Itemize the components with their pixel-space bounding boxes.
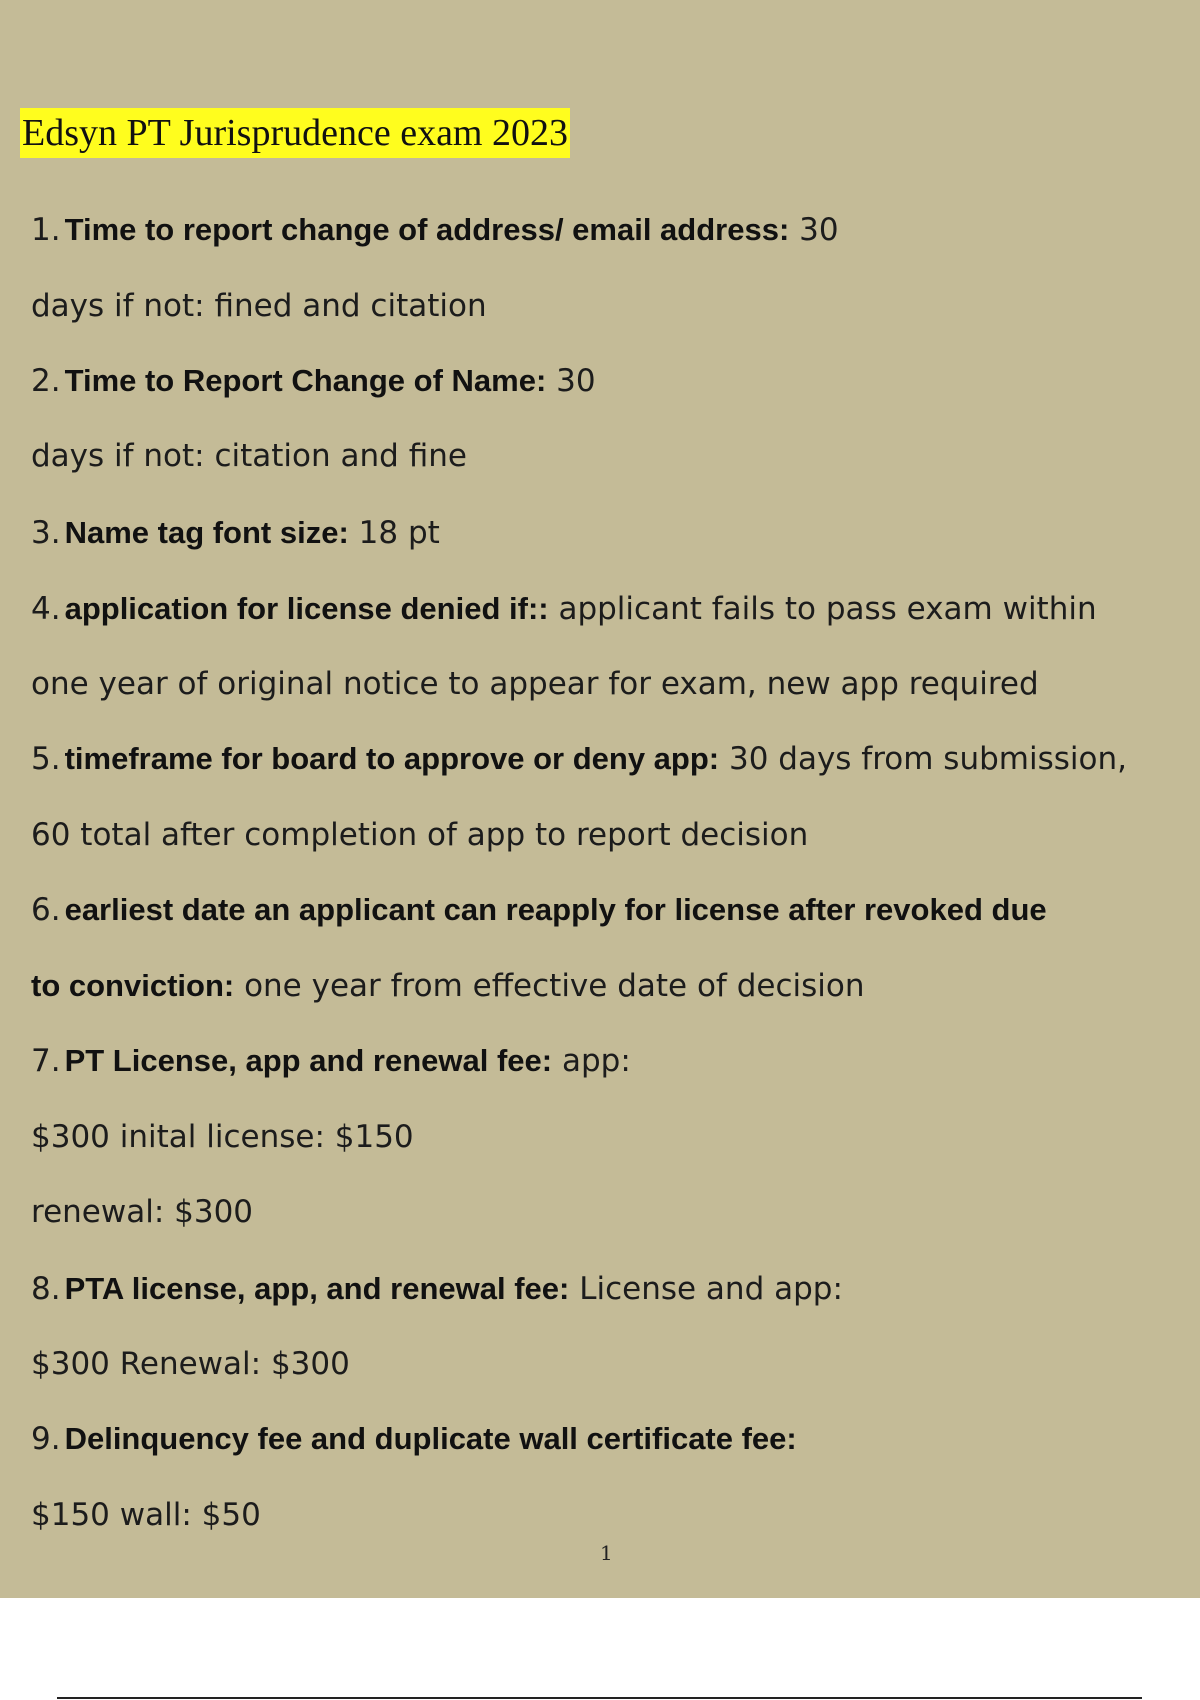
item-number: 8. [31,1271,61,1307]
item-9-line-1 [31,1419,797,1459]
item-question: application for license denied if:: [64,591,549,626]
item-answer: days if not: citation and fine [31,438,467,474]
item-2-line-2 [31,436,467,476]
item-6-line-1 [31,890,1047,930]
item-number: 5. [31,741,61,777]
item-number: 7. [31,1043,61,1079]
item-7-line-3 [31,1192,253,1232]
item-question: to conviction: [31,968,235,1003]
item-3-line-1 [31,513,440,553]
item-question: Time to report change of address/ email address: [64,212,790,247]
item-7-line-2 [31,1117,414,1157]
item-answer: $150 wall: $50 [31,1497,261,1533]
item-question: Time to Report Change of Name: [64,363,547,398]
item-answer: 30 days from submission, [719,741,1127,777]
item-answer: 30 [546,363,596,399]
item-number: 3. [31,515,61,551]
item-5-line-2 [31,815,808,855]
document-title: Edsyn PT Jurisprudence exam 2023 [20,108,570,158]
item-question: PT License, app and renewal fee: [64,1043,553,1078]
item-6-line-2 [31,966,864,1006]
item-number: 6. [31,892,61,928]
item-question: earliest date an applicant can reapply for license after revoked due [64,892,1047,927]
item-question: timeframe for board to approve or deny app: [64,741,720,776]
item-1-line-1 [31,210,839,250]
item-answer: 30 [789,212,839,248]
item-number: 2. [31,363,61,399]
item-5-line-1 [31,739,1127,779]
item-question: Name tag font size: [64,515,349,550]
item-8-line-1 [31,1269,843,1309]
item-8-line-2 [31,1344,350,1384]
item-9-line-2 [31,1495,261,1535]
item-1-line-2 [31,286,487,326]
item-7-line-1 [31,1041,631,1081]
item-answer: one year of original notice to appear for exam, new app required [31,666,1039,702]
item-number: 4. [31,591,61,627]
item-answer: days if not: fined and citation [31,288,487,324]
item-answer: one year from effective date of decision [234,968,865,1004]
item-answer: $300 Renewal: $300 [31,1346,350,1382]
item-question: Delinquency fee and duplicate wall certificate fee: [64,1421,797,1456]
item-answer: applicant fails to pass exam within [548,591,1097,627]
item-2-line-1 [31,361,596,401]
item-4-line-1 [31,589,1097,629]
item-question: PTA license, app, and renewal fee: [64,1271,570,1306]
item-answer: License and app: [569,1271,843,1307]
item-answer: renewal: $300 [31,1194,254,1230]
item-answer: 18 pt [348,515,440,551]
item-number: 1. [31,212,61,248]
item-4-line-2 [31,664,1039,704]
item-number: 9. [31,1421,61,1457]
item-answer: 60 total after completion of app to report decision [31,817,809,853]
item-answer: $300 inital license: $150 [31,1119,414,1155]
item-answer: app: [552,1043,631,1079]
page-number: 1 [600,1541,613,1565]
footer-divider [57,1697,1142,1699]
